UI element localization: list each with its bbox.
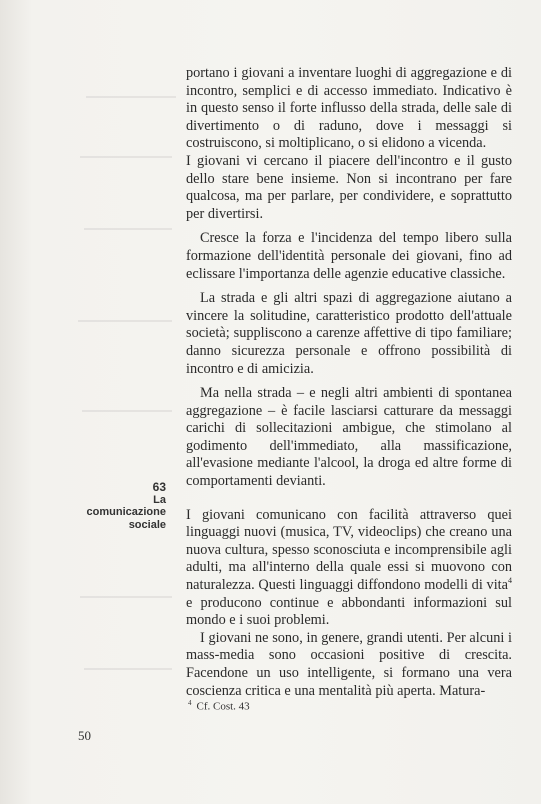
bleed-through — [80, 156, 172, 158]
section-heading — [60, 481, 166, 531]
footnote-mark: 4 — [188, 699, 192, 707]
paragraph: Cresce la forza e l'incidenza del tempo libero sulla formazione dell'identità personale dei giovani, fino ad eclissare l'importanza delle agenzie educative classiche. — [186, 230, 512, 282]
paragraph: I giovani ne sono, in genere, grandi utenti. Per alcuni i mass-media sono occasioni positive di crescita. Facendone un uso intelligente, si formano una vera coscienza critica e una mentalità più aperta. Matura- — [186, 629, 512, 699]
paragraph — [186, 507, 512, 630]
footnote — [188, 699, 250, 713]
paragraph: I giovani vi cercano il piacere dell'incontro e il gusto dello stare bene insieme. Non si incontrano per fare qualcosa, ma per parlare, per condividere, e soprattutto per divertirsi. — [186, 152, 512, 222]
paragraph-text: I giovani comunicano con facilità attraverso quei linguaggi nuovi (musica, TV, videoclips) che creano una nuova cultura, spesso sconosciuta e incomprensibile agli adulti, ma all'interno della quale essi si muovono con naturalezza. Questi linguaggi diffondono modelli di vita — [186, 506, 512, 594]
paragraph: Ma nella strada – e negli altri ambienti di spontanea aggregazione – è facile lasciarsi catturare da messaggi carichi di sollecitazioni ambigue, che stimolano al godimento dell'immediato, alla massificazione, all'evasione mediante l'alcool, la droga ed altre forme di comportamenti devianti. — [186, 385, 512, 490]
bleed-through — [84, 668, 172, 670]
bleed-through — [82, 410, 172, 412]
section-number: 63 — [152, 480, 166, 494]
section-title-line: comunicazione — [86, 506, 166, 518]
paragraph-text: e producono continue e abbondanti informazioni sul mondo e i suoi problemi. — [186, 594, 512, 629]
bleed-through — [84, 228, 172, 230]
section-title-line: sociale — [128, 518, 166, 531]
footnote-text: Cf. Cost. 43 — [196, 700, 250, 713]
section-title-line: La — [153, 493, 166, 506]
paragraph: portano i giovani a inventare luoghi di aggregazione e di incontro, semplici e di accesso immediato. Indicativo è in questo senso il forte influsso della strada, delle sale di divertimento o di raduno, dove i messaggi si costruiscono, si moltiplicano, o si elidono a vicenda. — [186, 65, 512, 152]
body-text — [186, 65, 512, 700]
bleed-through — [80, 596, 172, 598]
footnote-reference: 4 — [508, 576, 512, 586]
bleed-through — [86, 96, 176, 98]
page-number: 50 — [78, 728, 91, 743]
paragraph: La strada e gli altri spazi di aggregazione aiutano a vincere la solitudine, caratteristico prodotto dell'attuale società; suppliscono a carenze affettive di tipo familiare; danno sicurezza personale e offrono possibilità di incontro e di amicizia. — [186, 290, 512, 377]
bleed-through — [78, 320, 172, 322]
